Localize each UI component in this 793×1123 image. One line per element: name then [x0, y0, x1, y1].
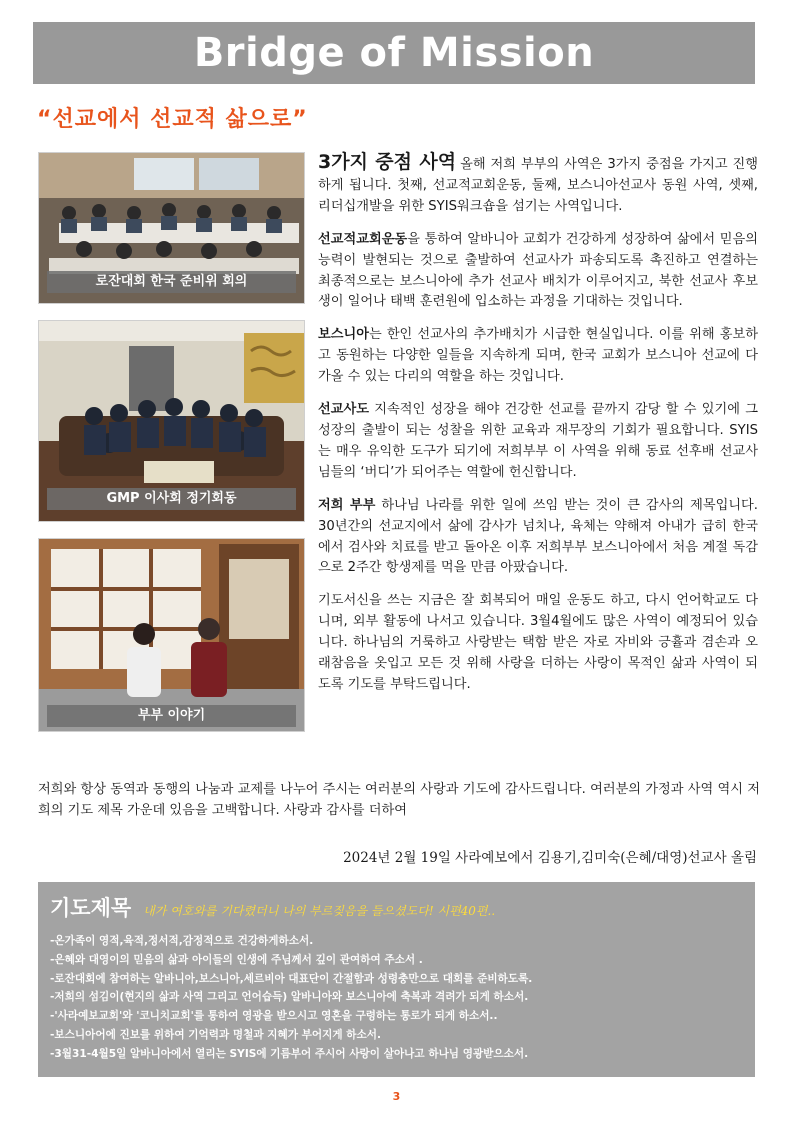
paragraph-missionaries	[318, 400, 758, 484]
prayer-header	[50, 892, 495, 922]
section-heading: 3가지 중점 사역	[318, 151, 457, 173]
paragraph-text: 올해 저희 부부의 사역은 3가지 중점을 가지고 진행하게 됩니다. 첫째, 선교적교회운동, 둘째, 보스니아선교사 동원 사역, 셋째, 리더십개발을 위한 SYIS워크숍을 섬기는 사역입니다.	[318, 157, 758, 214]
paragraph-focus	[318, 152, 758, 218]
paragraph-bosnia	[318, 325, 758, 388]
closing-text: 저희와 항상 동역과 동행의 나눔과 교제를 나누어 주시는 여러분의 사랑과 기도에 감사드립니다. 여러분의 가정과 사역 역시 저희의 기도 제목 가운데 있음을 고백합니다. 사랑과 감사를 더하여	[38, 782, 760, 818]
paragraph-keyword: 보스니아	[318, 327, 369, 343]
prayer-item: -온가족이 영적,육적,정서적,감정적으로 건강하게하소서.	[50, 935, 314, 947]
paragraph-recovery	[318, 591, 758, 696]
page-title: Bridge of Mission	[193, 30, 595, 76]
prayer-item: -로잔대회에 참여하는 알바니아,보스니아,세르비아 대표단이 간절함과 성령충만으로 대회를 준비하도록.	[50, 972, 533, 985]
body-text	[318, 152, 758, 708]
photo-couple	[38, 538, 305, 732]
prayer-item: -보스니아어에 진보를 위하여 기억력과 명철과 지혜가 부어지게 하소서.	[50, 1028, 382, 1041]
paragraph-text: 을 통하여 알바니아 교회가 건강하게 성장하여 삶에서 믿음의 능력이 발현되는 것으로 출발하여 선교사가 파송되도록 촉진하고 연결하는 최종적으로는 보스니아에 추가 선교사 배치가 이루어지고, 북한 선교사 후보생이 일어나 태백 훈련원에 입소하는 과정을 기대하는 것입니다.	[318, 231, 758, 310]
photo-group	[38, 320, 305, 522]
paragraph-keyword: 저희 부부	[318, 497, 376, 513]
paragraph-keyword: 선교적교회운동	[318, 231, 408, 247]
paragraph-missional-church	[318, 230, 758, 314]
paragraph-text: 기도서신을 쓰는 지금은 잘 회복되어 매일 운동도 하고, 다시 언어학교도 다니며, 외부 활동에 나서고 있습니다. 3월4월에도 많은 사역이 예정되어 있습니다. 하나님의 거룩하고 사랑받는 택함 받은 자로 자비와 긍휼과 겸손과 오래참음을 옷입고 모든 것 위해 사랑을 더하는 사랑이 목적인 삶과 사역이 되도록 기도를 부탁드립니다.	[318, 593, 758, 692]
paragraph-text: 지속적인 성장을 해야 건강한 선교를 끝까지 감당 할 수 있기에 그 성장의 출발이 되는 성찰을 위한 교육과 재무장의 기회가 필요합니다. SYIS는 매우 유익한 도구가 되기에 저희부부 이 사역을 위해 동료 선후배 선교사님들의 ‘버디’가 되어주는 역할에 헌신합니다.	[318, 402, 758, 480]
prayer-item: -저희의 섬김이(현지의 삶과 사역 그리고 언어습득) 알바니아와 보스니아에 축복과 격려가 되게 하소서.	[50, 991, 529, 1004]
paragraph-text: 는 한인 선교사의 추가배치가 시급한 현실입니다. 이를 위해 홍보하고 동원하는 다양한 일들을 지속하게 되며, 한국 교회가 보스니아 선교에 다가올 수 있는 다리의 역할을 하는 것입니다.	[318, 327, 758, 385]
prayer-list	[50, 932, 532, 1064]
photo-caption: 로잔대회 한국 준비위 회의	[47, 271, 296, 293]
photo-meeting	[38, 152, 305, 304]
paragraph-keyword: 선교사도	[318, 402, 369, 418]
paragraph-couple	[318, 496, 758, 580]
photo-caption: GMP 이사회 정기회동	[47, 488, 296, 510]
prayer-box	[38, 882, 755, 1077]
prayer-item: -은혜와 대영이의 믿음의 삶과 아이들의 인생에 주님께서 깊이 관여하여 주소서 .	[50, 953, 423, 966]
photo-caption: 부부 이야기	[47, 705, 296, 727]
paragraph-text: 하나님 나라를 위한 일에 쓰임 받는 것이 큰 감사의 제목입니다. 30년간의 선교지에서 삶에 감사가 넘치나, 육체는 약해져 아내가 급히 한국에서 검사와 치료를 받고 돌아온 이후 저희부부 보스니아에서 처음 계절 독감으로 2주간 항생제를 먹을 만큼 아팠습니다.	[318, 497, 758, 576]
signature: 2024년 2월 19일 사라예보에서 김용기,김미숙(은혜/대영)선교사 올림	[343, 850, 757, 866]
prayer-verse: 내가 여호와를 기다렸더니 나의 부르짖음을 들으셨도다! 시편40편..	[143, 904, 496, 918]
subtitle: “선교에서 선교적 삶으로”	[37, 107, 308, 132]
prayer-item: -'사라예보교회'와 '코니치교회'를 통하여 영광을 받으시고 영혼을 구령하는 통로가 되게 하소서..	[50, 1010, 498, 1023]
page-number: 3	[392, 1090, 401, 1103]
prayer-item: -3월31-4월5일 알바니아에서 열리는 SYIS에 기름부어 주시어 사랑이 살아나고 하나님 영광받으소서.	[50, 1047, 529, 1060]
header-bar	[33, 22, 755, 84]
prayer-title: 기도제목	[50, 896, 132, 920]
